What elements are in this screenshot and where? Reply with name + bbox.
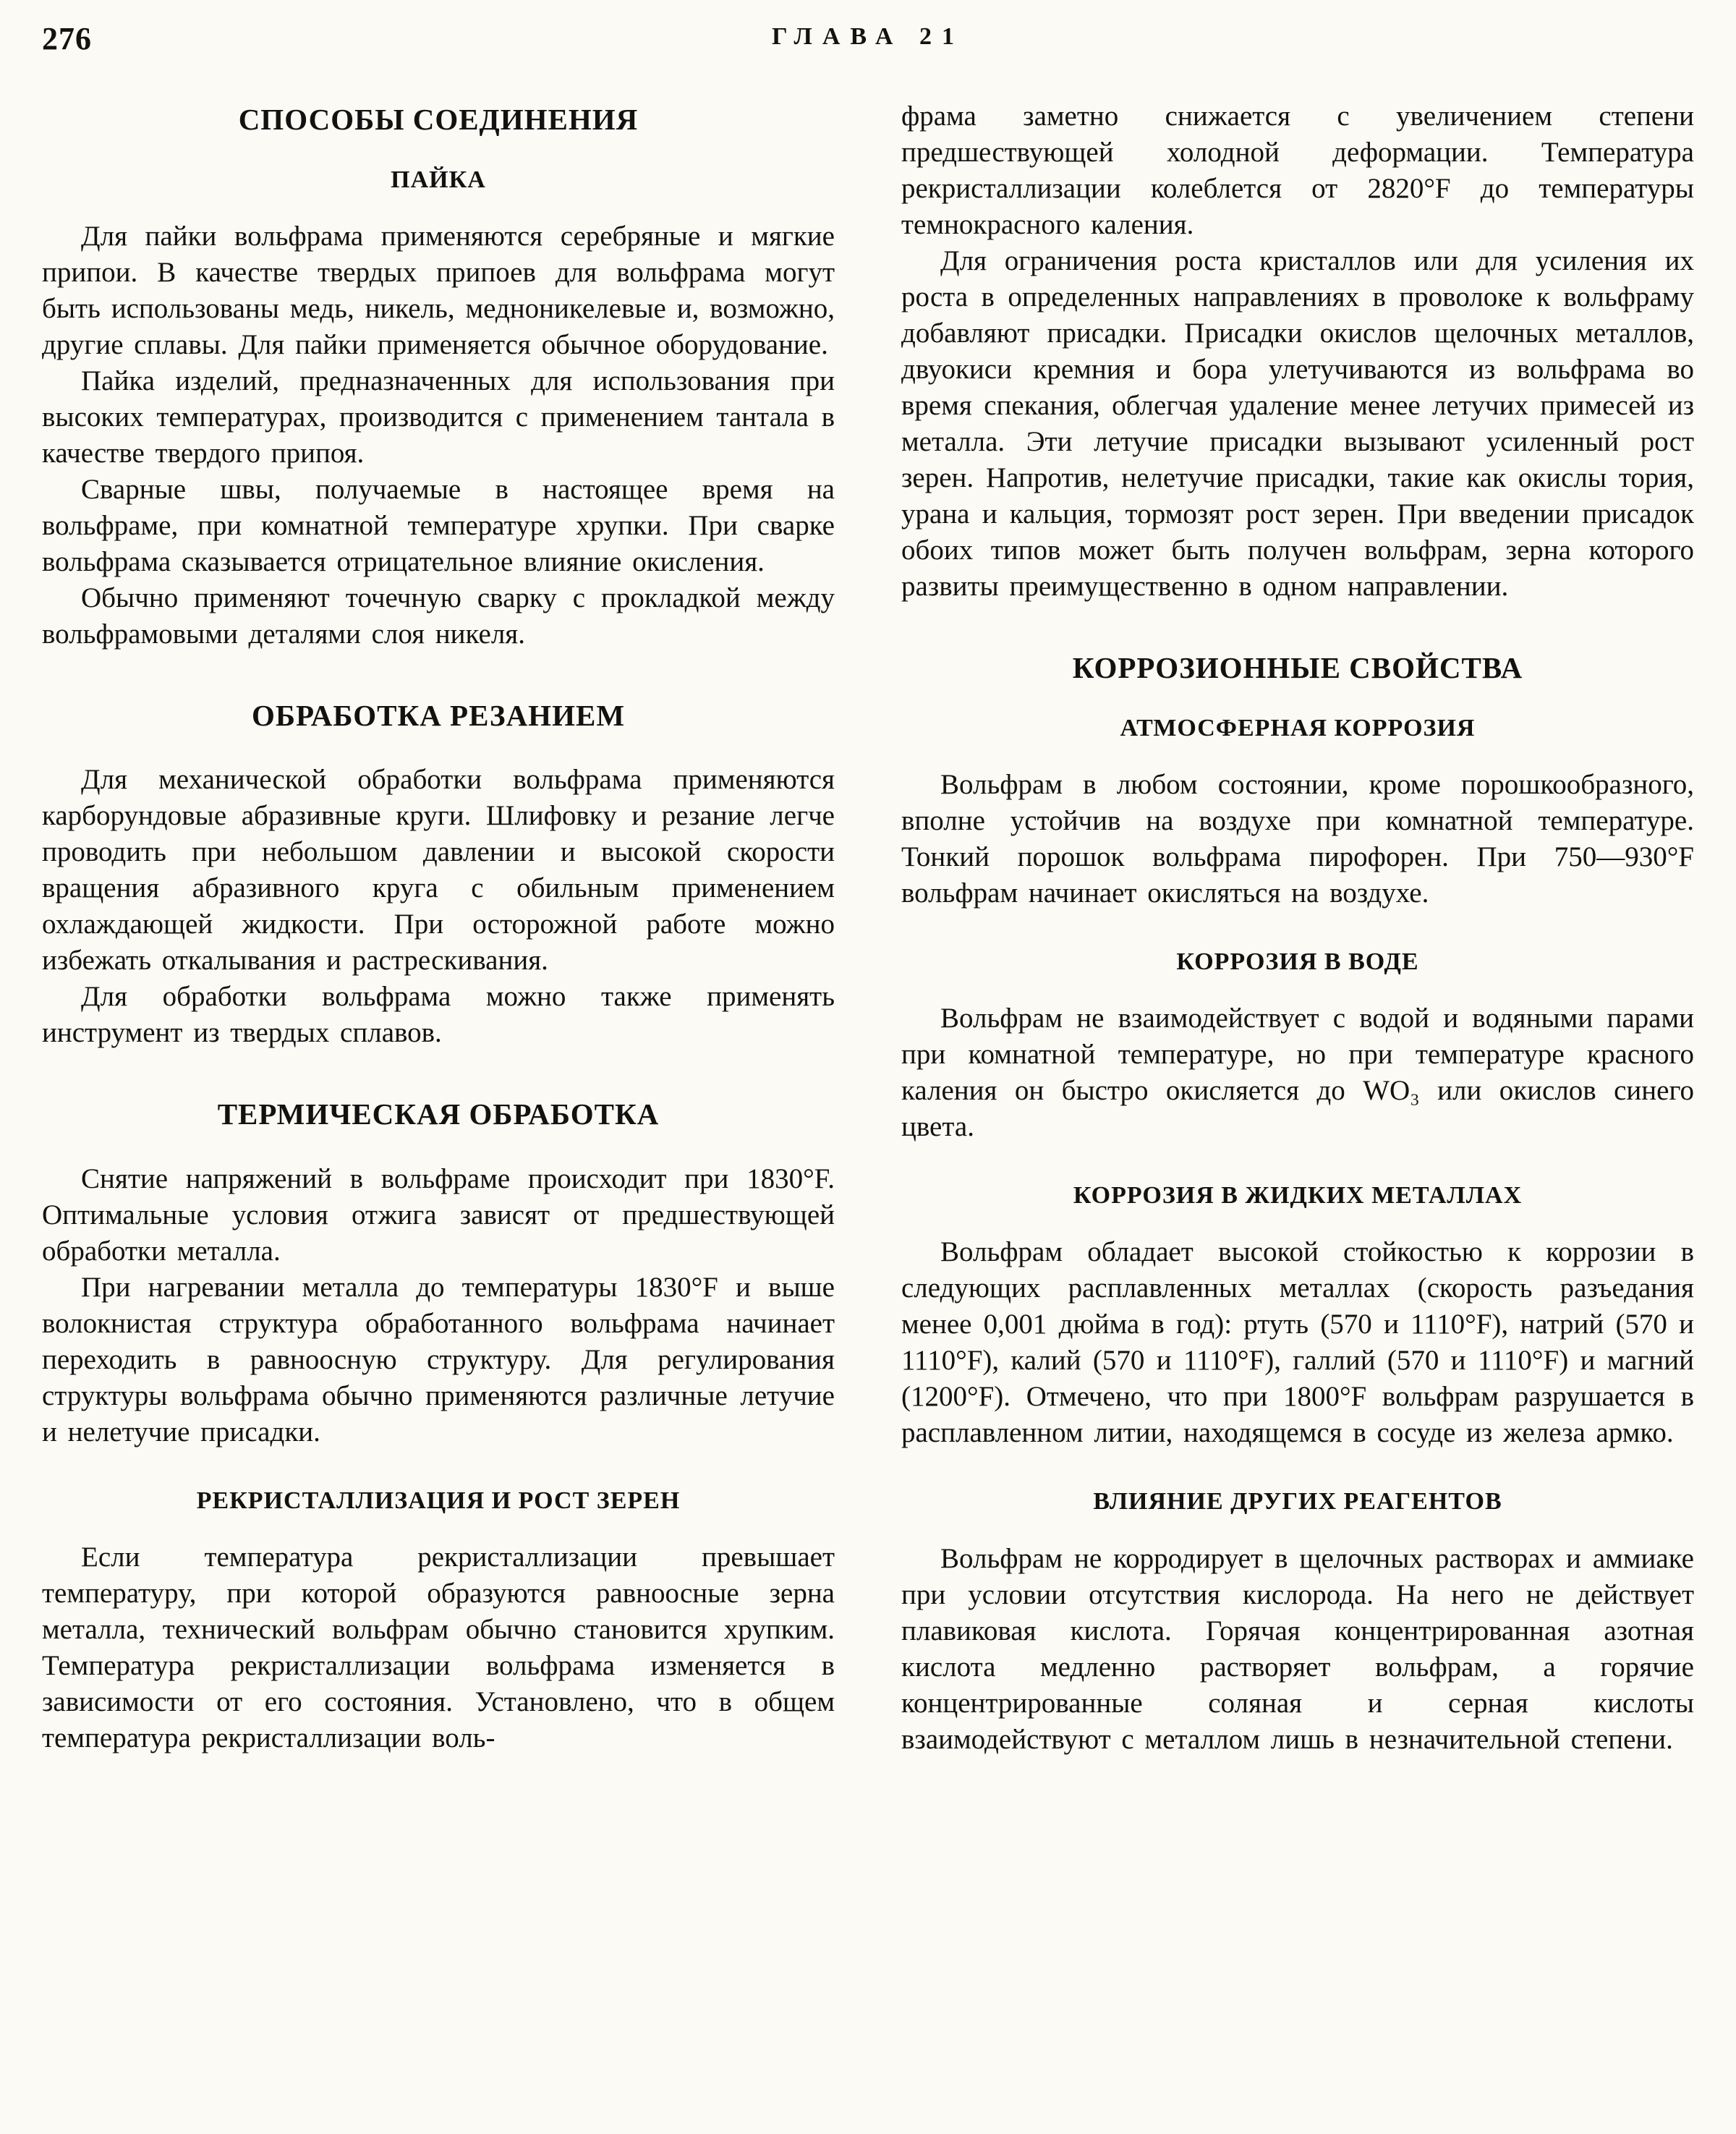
- subsection-heading-recrystallization: РЕКРИСТАЛЛИЗАЦИЯ И РОСТ ЗЕРЕН: [196, 1487, 681, 1514]
- paragraph: Обычно применяют точечную сварку с прокладкой между вольфрамовыми деталями слоя никеля.: [42, 582, 835, 650]
- subsection-heading-atmospheric-corrosion: АТМОСФЕРНАЯ КОРРОЗИЯ: [1120, 715, 1476, 742]
- paragraph: При нагревании металла до температуры 1830°F и выше волокнистая структура обработанного вольфрама начинает переходить в равноосную структуру. Для регулирования структуры вольфрама обычно применяются различные летучие и нелетучие присадки.: [42, 1271, 835, 1448]
- left-column: [42, 98, 835, 1758]
- page-number: 276: [42, 21, 92, 56]
- section-heading-heat-treatment: ТЕРМИЧЕСКАЯ ОБРАБОТКА: [217, 1097, 660, 1131]
- right-column: [901, 98, 1694, 1758]
- section-heading-machining: ОБРАБОТКА РЕЗАНИЕМ: [251, 699, 626, 733]
- paragraph: Если температура рекристаллизации превышает температуру, при которой образуются равноосные зерна металла, технический вольфрам обычно становится хрупким. Температура рекристаллизации вольфрама изменяется в зависимости от его состояния. Установлено, что в общем температура рекристаллизации воль-: [42, 1541, 835, 1753]
- paragraph-continuation: фрама заметно снижается с увеличением степени предшествующей холодной деформации. Температура рекристаллизации колеблется от 2820°F до температуры темнокрасного каления.: [901, 101, 1694, 240]
- paragraph: Снятие напряжений в вольфраме происходит при 1830°F. Оптимальные условия отжига зависят от предшествующей обработки металла.: [42, 1162, 835, 1267]
- running-head-chapter: ГЛАВА 21: [772, 23, 964, 50]
- paragraph: Для обработки вольфрама можно также применять инструмент из твердых сплавов.: [42, 981, 835, 1049]
- paragraph: Для механической обработки вольфрама применяются карборундовые абразивные круги. Шлифовку и резание легче проводить при небольшом давлении и высокой скорости вращения абразивного круга с обильным применением охлаждающей жидкости. При осторожной работе можно избежать откалывания и растрескивания.: [42, 764, 835, 977]
- two-column-layout: [42, 98, 1694, 1758]
- section-heading-corrosion-properties: КОРРОЗИОННЫЕ СВОЙСТВА: [1072, 651, 1523, 684]
- subsection-heading-soldering: ПАЙКА: [391, 166, 486, 194]
- paragraph: Вольфрам обладает высокой стойкостью к коррозии в следующих расплавленных металлах (скорость разъедания менее 0,001 дюйма в год): ртуть (570 и 1110°F), натрий (570 и 1110°F), калий (570 и 1110°F), галлий (570 и 1110°F) и магний (1200°F). Отмечено, что при 1800°F вольфрам разрушается в расплавленном литии, находящемся в сосуде из железа армко.: [901, 1236, 1694, 1449]
- paragraph: Вольфрам не взаимодействует с водой и водяными парами при комнатной температуре, но при температуре красного каления он быстро окисляется до WO₃ или окислов синего цвета.: [901, 1003, 1694, 1143]
- subsection-heading-corrosion-in-liquid-metals: КОРРОЗИЯ В ЖИДКИХ МЕТАЛЛАХ: [1073, 1182, 1523, 1210]
- page-header: [42, 20, 1694, 64]
- section-heading-joining-methods: СПОСОБЫ СОЕДИНЕНИЯ: [238, 103, 639, 136]
- paragraph: Пайка изделий, предназначенных для использования при высоких температурах, производится с применением тантала в качестве твердого припоя.: [42, 365, 835, 469]
- paragraph: Вольфрам не корродирует в щелочных растворах и аммиаке при условии отсутствия кислорода. На него не действует плавиковая кислота. Горячая концентрированная азотная кислота медленно растворяет вольфрам, а горячие концентрированные соляная и серная кислоты взаимодействуют с металлом лишь в незначительной степени.: [901, 1542, 1694, 1755]
- paragraph: Сварные швы, получаемые в настоящее время на вольфраме, при комнатной температуре хрупки. При сварке вольфрама сказывается отрицательное влияние окисления.: [42, 474, 835, 578]
- subsection-heading-effect-of-other-reagents: ВЛИЯНИЕ ДРУГИХ РЕАГЕНТОВ: [1093, 1488, 1502, 1516]
- subsection-heading-corrosion-in-water: КОРРОЗИЯ В ВОДЕ: [1176, 948, 1419, 976]
- paragraph: Для пайки вольфрама применяются серебряные и мягкие припои. В качестве твердых припоев для вольфрама могут быть использованы медь, никель, медноникелевые и, возможно, другие сплавы. Для пайки применяется обычное оборудование.: [42, 221, 835, 361]
- paragraph: Вольфрам в любом состоянии, кроме порошкообразного, вполне устойчив на воздухе при комнатной температуре. Тонкий порошок вольфрама пирофорен. При 750—930°F вольфрам начинает окисляться на воздухе.: [901, 769, 1694, 909]
- paragraph: Для ограничения роста кристаллов или для усиления их роста в определенных направлениях в проволоке к вольфраму добавляют присадки. Присадки окислов щелочных металлов, двуокиси кремния и бора улетучиваются из вольфрама во время спекания, облегчая удаление менее летучих примесей из металла. Эти летучие присадки вызывают усиленный рост зерен. Напротив, нелетучие присадки, такие как окислы тория, урана и кальция, тормозят рост зерен. При введении присадок обоих типов может быть получен вольфрам, зерна которого развиты преимущественно в одном направлении.: [901, 245, 1694, 602]
